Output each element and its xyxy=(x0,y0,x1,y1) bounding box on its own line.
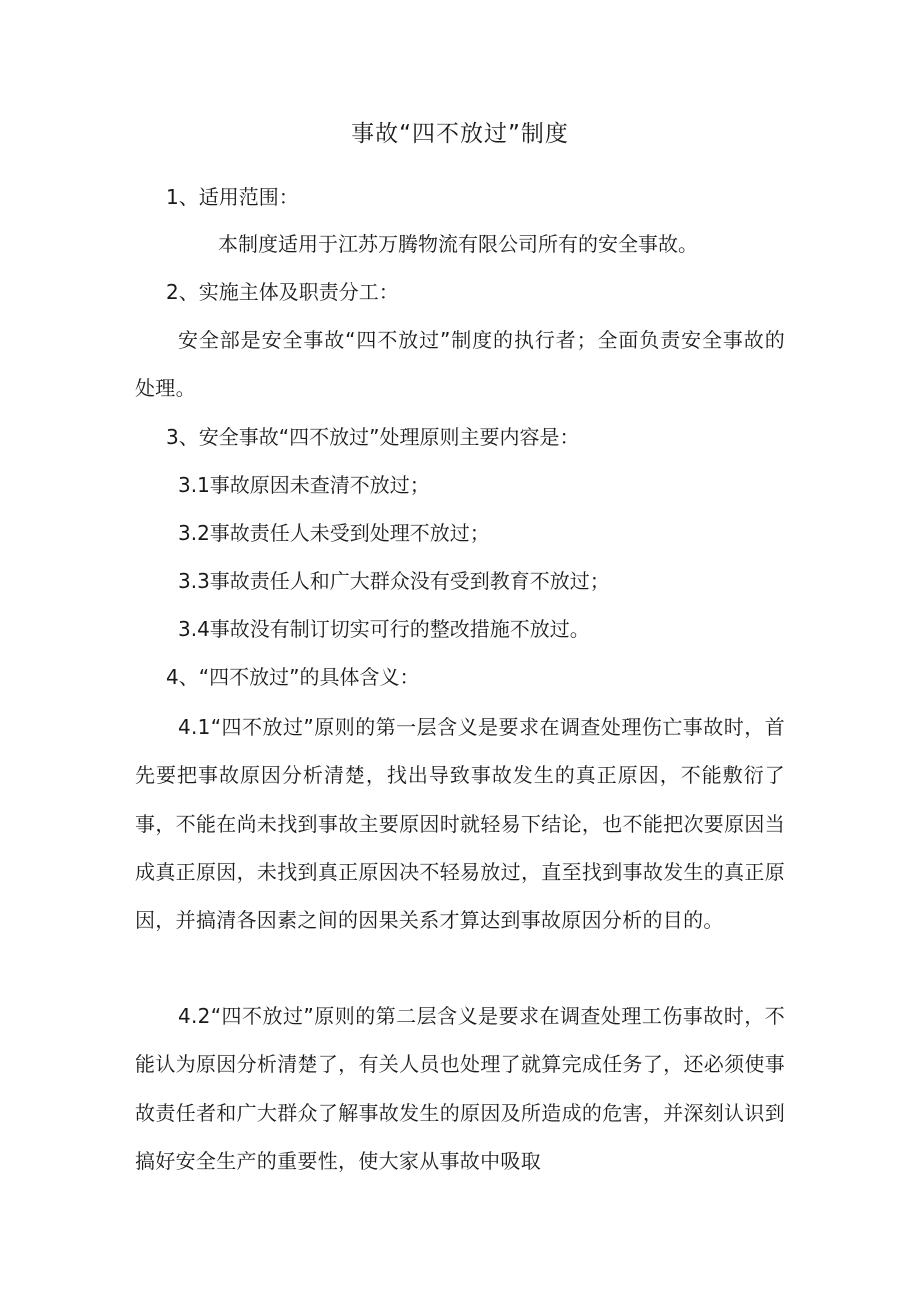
section-4-paragraph-1: 4.1“四不放过”原则的第一层含义是要求在调查处理伤亡事故时，首先要把事故原因分析清楚，找出导致事故发生的真正原因，不能敷衍了事，不能在尚未找到事故主要原因时就轻易下结论，也不能把次要原因当成真正原因，未找到真正原因决不轻易放过，直至找到事故发生的真正原因，并搞清各因素之间的因果关系才算达到事故原因分析的目的。 xyxy=(135,715,785,933)
document-title: 事故“四不放过”制度 xyxy=(351,121,569,147)
section-3-item-1: 3.1事故原因未查清不放过； xyxy=(178,473,430,497)
section-2-body: 安全部是安全事故“四不放过”制度的执行者；全面负责安全事故的处理。 xyxy=(135,328,785,401)
section-3-item-2: 3.2事故责任人未受到处理不放过； xyxy=(178,521,490,545)
section-3-item-3: 3.3事故责任人和广大群众没有受到教育不放过； xyxy=(178,569,610,593)
section-1-heading: 1、适用范围： xyxy=(166,185,299,209)
section-2-heading: 2、实施主体及职责分工： xyxy=(166,280,399,304)
section-4-paragraph-2: 4.2“四不放过”原则的第二层含义是要求在调查处理工伤事故时，不能认为原因分析清楚了，有关人员也处理了就算完成任务了，还必须使事故责任者和广大群众了解事故发生的原因及所造成的危害，并深刻认识到搞好安全生产的重要性，使大家从事故中吸取 xyxy=(135,1004,785,1173)
section-3-item-4: 3.4事故没有制订切实可行的整改措施不放过。 xyxy=(178,617,590,641)
section-4-heading: 4、“四不放过”的具体含义： xyxy=(166,665,420,689)
section-3-heading: 3、安全事故“四不放过”处理原则主要内容是： xyxy=(166,425,580,449)
section-1-body: 本制度适用于江苏万腾物流有限公司所有的安全事故。 xyxy=(218,232,698,256)
